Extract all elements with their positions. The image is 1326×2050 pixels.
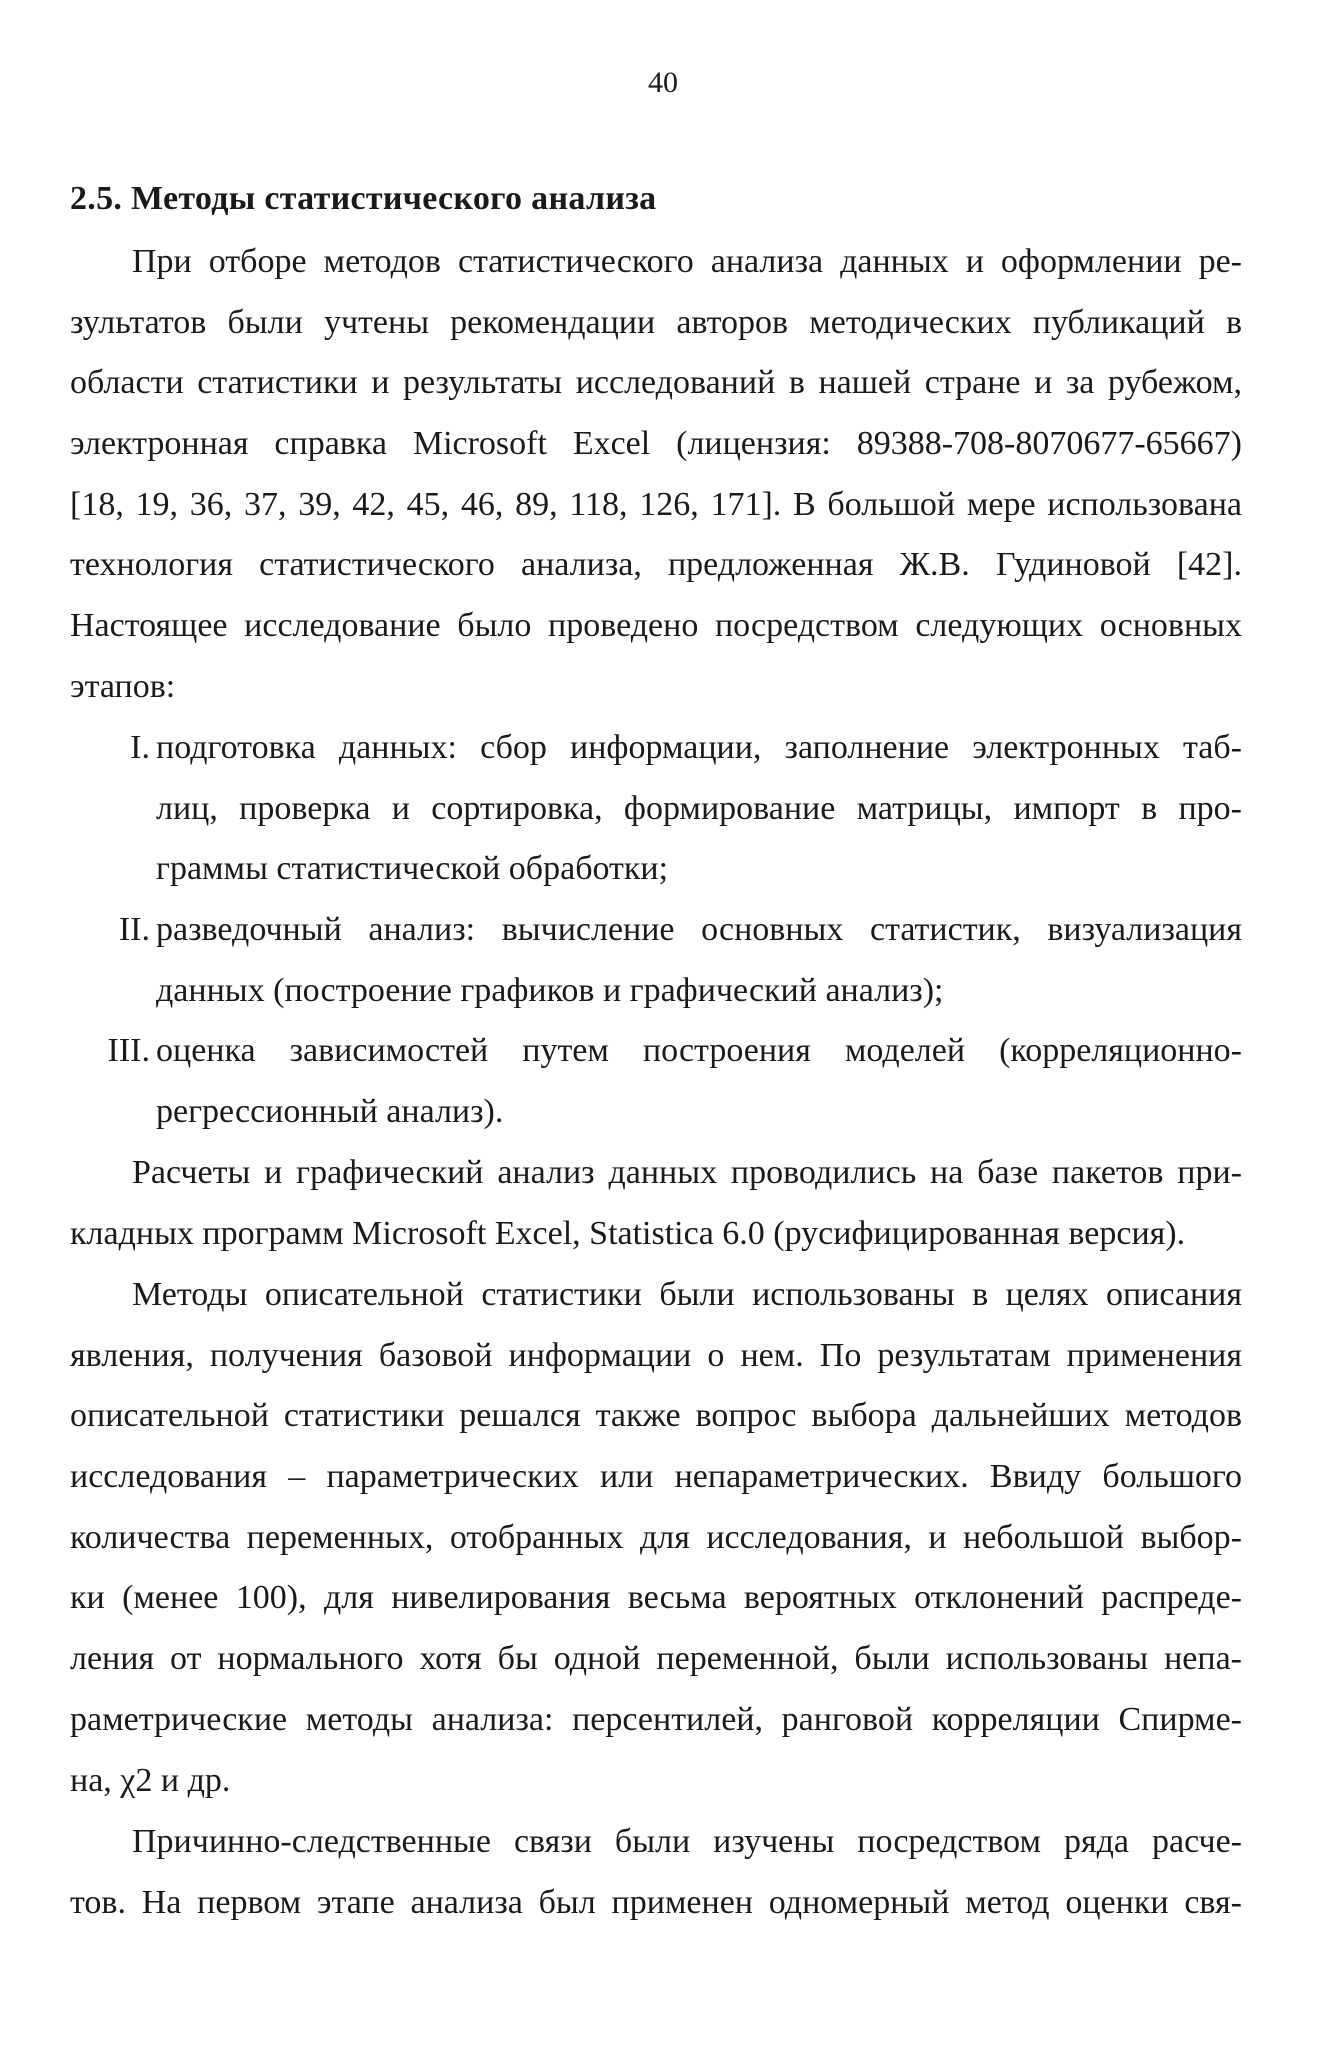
text-line: описательной статистики решался также вопрос выбора дальнейших методов (70, 1397, 1242, 1435)
text-line: электронная справка Microsoft Excel (лицензия: 89388-708-8070677-65667) (70, 425, 1242, 463)
text-line: этапов: (70, 667, 176, 705)
text-line: явления, получения базовой информации о нем. По результатам применения (70, 1336, 1242, 1374)
text-line: [18, 19, 36, 37, 39, 42, 45, 46, 89, 118, 126, 171]. В большой мере использована (70, 485, 1242, 523)
text-line: Расчеты и графический анализ данных проводились на базе пакетов при- (132, 1154, 1242, 1191)
text-line: При отборе методов статистического анализа данных и оформлении ре- (132, 243, 1242, 280)
list-item (70, 718, 1242, 900)
paragraph-software (70, 1143, 1242, 1264)
text-line: подготовка данных: сбор информации, заполнение электронных таб- (156, 729, 1242, 766)
text-line: раметрические методы анализа: персентилей, ранговой корреляции Спирме- (70, 1700, 1242, 1738)
text-line: регрессионный анализ). (156, 1093, 504, 1131)
text-line: кладных программ Microsoft Excel, Statistica 6.0 (русифицированная версия). (70, 1214, 1186, 1252)
text-line: зультатов были учтены рекомендации авторов методических публикаций в (70, 303, 1242, 341)
text-line: граммы статистической обработки; (156, 850, 669, 888)
text-line: Методы описательной статистики были использованы в целях описания (132, 1276, 1242, 1313)
text-line: лиц, проверка и сортировка, формирование матрицы, импорт в про- (156, 789, 1242, 827)
text-line: ки (менее 100), для нивелирования весьма вероятных отклонений распреде- (70, 1579, 1242, 1617)
text-line: количества переменных, отобранных для исследования, и небольшой выбор- (70, 1518, 1242, 1556)
text-line: ления от нормального хотя бы одной переменной, были использованы непа- (70, 1640, 1242, 1678)
page-number: 40 (648, 66, 678, 99)
list-item (70, 900, 1242, 1021)
stages-list (70, 718, 1242, 1143)
text-line: разведочный анализ: вычисление основных статистик, визуализация (156, 911, 1242, 949)
text-line: Причинно-следственные связи были изучены посредством ряда расче- (132, 1823, 1242, 1860)
list-number: I. (130, 729, 150, 766)
text-line: области статистики и результаты исследований в нашей стране и за рубежом, (70, 364, 1242, 402)
text-line: исследования – параметрических или непараметрических. Ввиду большого (70, 1458, 1242, 1496)
text-line: данных (построение графиков и графический анализ); (156, 971, 944, 1009)
text-line: оценка зависимостей путем построения моделей (корреляционно- (156, 1032, 1242, 1070)
paragraph-causal (70, 1812, 1242, 1933)
paragraph-descriptive-stats (70, 1265, 1242, 1811)
list-number: III. (107, 1032, 150, 1070)
text-line: на, χ2 и др. (70, 1761, 231, 1799)
list-item (70, 1021, 1242, 1142)
text-line: тов. На первом этапе анализа был применен одномерный метод оценки свя- (70, 1883, 1242, 1921)
section-heading: 2.5. Методы статистического анализа (70, 180, 657, 217)
text-line: технология статистического анализа, предложенная Ж.В. Гудиновой [42]. (70, 546, 1242, 584)
list-number: II. (118, 911, 150, 949)
paragraph-intro (70, 232, 1242, 718)
text-line: Настоящее исследование было проведено посредством следующих основных (70, 607, 1242, 645)
